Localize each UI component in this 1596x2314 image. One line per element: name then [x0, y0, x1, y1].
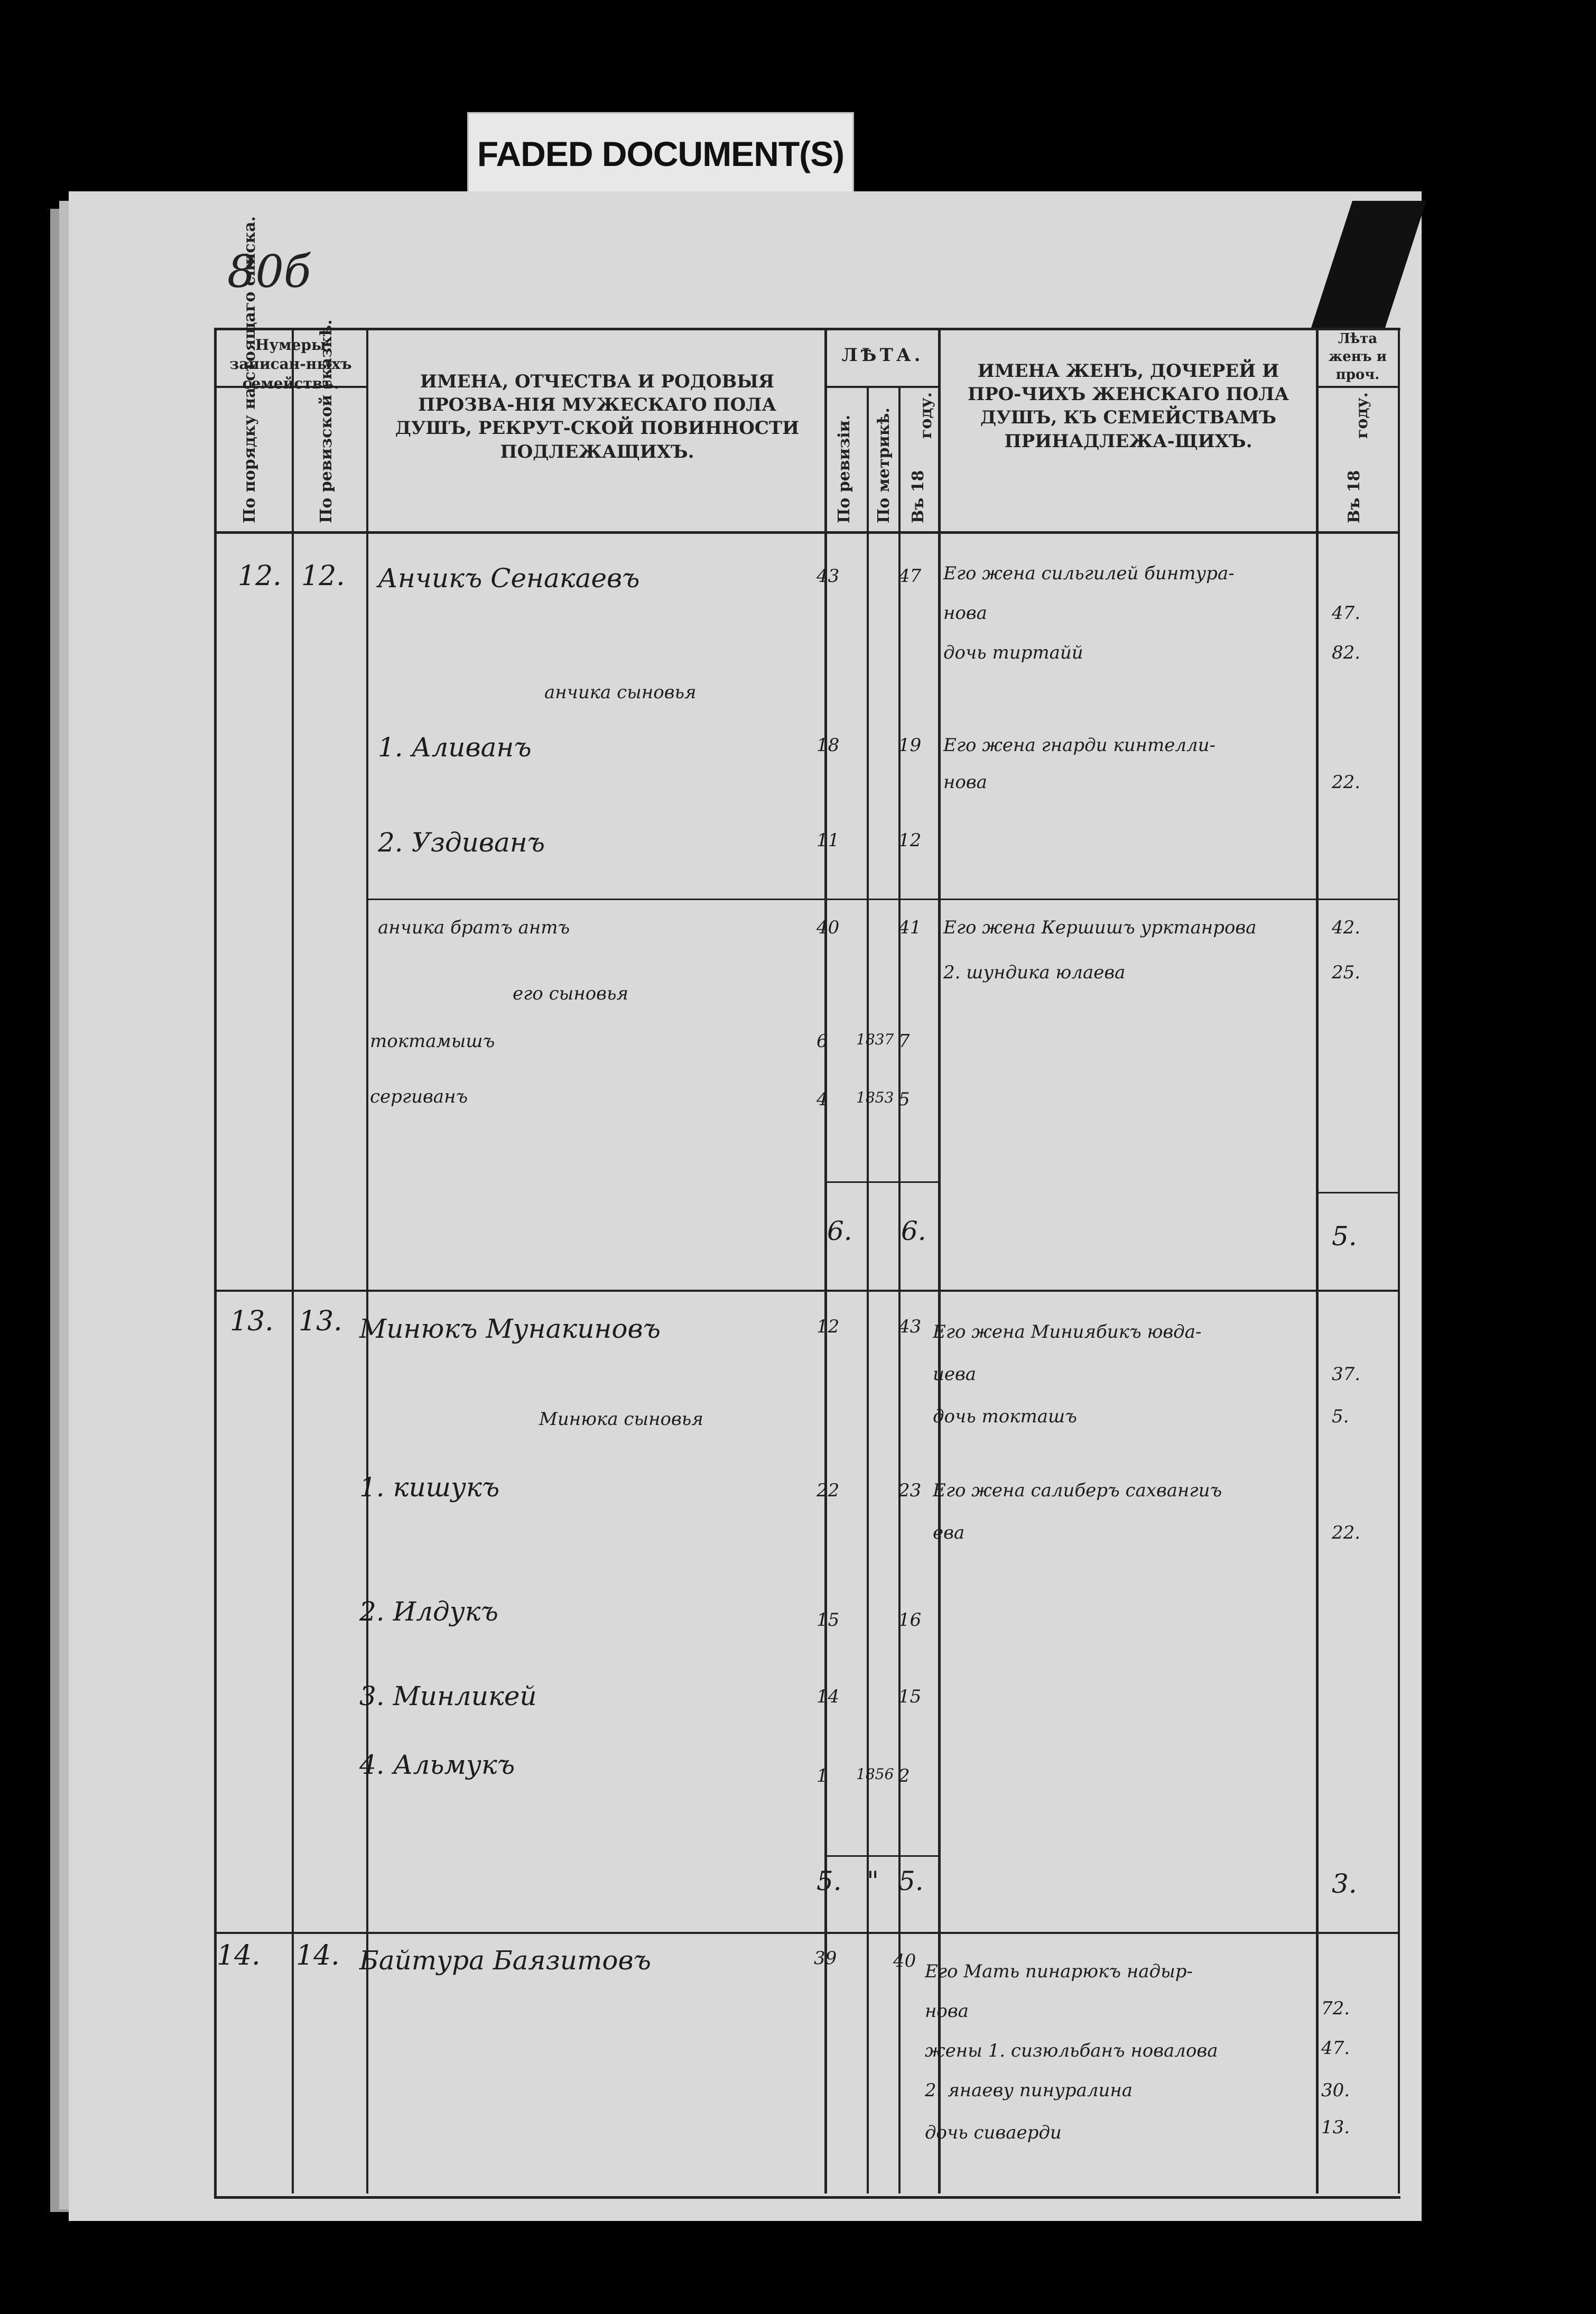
age-now: 15 — [898, 1686, 922, 1707]
family-number: 13. — [230, 1306, 274, 1337]
age-now: 19 — [898, 735, 922, 756]
daughter-name: дочь сиваерди — [925, 2122, 1062, 2143]
register-table — [214, 328, 1400, 2199]
male-name: 1. Аливанъ — [378, 732, 532, 763]
daughter-name: 2. шундика юлаева — [943, 962, 1126, 983]
revision-number: 12. — [301, 560, 345, 592]
age-now: 47 — [898, 566, 922, 587]
female-name-cont: ева — [933, 1522, 965, 1543]
male-name: Минюкъ Мунакиновъ — [359, 1313, 661, 1344]
total-rule — [1316, 1192, 1398, 1193]
total-now: 6. — [901, 1216, 926, 1246]
header-by-current: По порядку на-стоящаго списка. — [240, 216, 259, 523]
female-age: 72. — [1321, 1998, 1350, 2019]
age-now: 41 — [898, 917, 922, 938]
age-revision: 4 — [816, 1089, 828, 1110]
col-divider — [1398, 328, 1400, 2193]
age-revision: 22 — [816, 1480, 840, 1501]
male-name: 2. Илдукъ — [359, 1596, 498, 1627]
header-years: ЛѢТА. — [841, 345, 924, 366]
total-now: 5. — [898, 1866, 924, 1896]
header-by-metric: По метрикѣ. — [875, 408, 893, 523]
sons-label: его сыновья — [513, 983, 628, 1004]
sons-label: анчика сыновья — [544, 682, 697, 703]
daughter-age: 25. — [1332, 962, 1361, 983]
row-rule — [368, 899, 1398, 900]
col-divider — [366, 328, 368, 2193]
header-female-years: Лѣта женъ и проч. — [1328, 331, 1387, 383]
female-name-cont: иева — [933, 1364, 977, 1385]
header-family-numbers: Нумеры записан-ныхъ семействъ. — [229, 336, 352, 392]
faded-document-banner: FADED DOCUMENT(S) — [467, 112, 854, 196]
daughter-age: 13. — [1321, 2117, 1350, 2138]
header-f-in-18: Въ 18 — [1345, 470, 1363, 523]
folio-number: 80б — [227, 246, 311, 298]
wives-name: жены 1. сизюльбанъ новалова — [925, 2040, 1218, 2061]
female-age: 22. — [1332, 772, 1361, 793]
col-divider — [938, 328, 941, 2193]
col-divider — [824, 328, 827, 2193]
age-revision: 12 — [816, 1316, 840, 1337]
female-age: 42. — [1332, 917, 1361, 938]
wife-2-name: 2. янаеву пинуралина — [925, 2080, 1133, 2101]
female-name: Его жена Кершишъ урктанрова — [943, 917, 1257, 938]
table-top-rule — [214, 328, 1398, 330]
male-name: Байтура Баязитовъ — [359, 1945, 651, 1976]
female-name: Его Мать пинарюкъ надыр- — [925, 1961, 1193, 1982]
total-rule — [824, 1855, 941, 1857]
wife-2-age: 30. — [1321, 2080, 1350, 2101]
revision-number: 14. — [296, 1940, 340, 1971]
header-by-revision-age: По ревизіи. — [835, 414, 853, 523]
sons-label: Минюка сыновья — [539, 1409, 703, 1430]
age-now: 5 — [898, 1089, 910, 1110]
age-now: 23 — [898, 1480, 922, 1501]
header-female-names: ИМЕНА ЖЕНЪ, ДОЧЕРЕЙ И ПРО-ЧИХЪ ЖЕНСКАГО ПОЛА ДУШЪ, КЪ СЕМЕЙСТВАМЪ ПРИНАДЛЕЖА-ЩИХЪ. — [967, 360, 1289, 452]
age-revision: 1 — [816, 1765, 828, 1787]
male-name: 2. Уздиванъ — [378, 827, 545, 858]
male-name: 4. Альмукъ — [359, 1750, 515, 1780]
age-revision: 43 — [816, 566, 840, 587]
header-f-year-word: году. — [1353, 392, 1371, 439]
female-name-cont: нова — [943, 772, 987, 793]
header-in-18: Въ 18 — [909, 470, 927, 523]
header-by-revision: По ревизской сказкѣ. — [317, 319, 336, 523]
col-divider — [292, 328, 294, 2193]
family-rule — [214, 1290, 1398, 1292]
family-number: 14. — [217, 1940, 261, 1971]
age-revision: 40 — [816, 917, 840, 938]
age-revision: 39 — [814, 1948, 837, 1969]
daughter-age: 5. — [1332, 1406, 1349, 1427]
age-metric: 1837 — [856, 1031, 894, 1048]
male-name: анчика братъ антъ — [378, 917, 570, 938]
female-name-cont: нова — [943, 603, 987, 624]
family-number: 12. — [238, 560, 282, 592]
female-age: 47. — [1332, 603, 1361, 624]
age-revision: 11 — [816, 830, 840, 851]
header-sub-rule — [1316, 386, 1398, 388]
age-now: 12 — [898, 830, 922, 851]
revision-number: 13. — [299, 1306, 342, 1337]
age-revision: 15 — [816, 1609, 840, 1631]
age-revision: 6 — [816, 1031, 828, 1052]
female-name-cont: нова — [925, 2001, 969, 2022]
age-revision: 14 — [816, 1686, 840, 1707]
total-metric: " — [867, 1866, 879, 1896]
daughter-name: дочь тиртайй — [943, 642, 1083, 663]
daughter-name: дочь токташъ — [933, 1406, 1077, 1427]
col-divider — [1316, 328, 1319, 2193]
male-name: 1. кишукъ — [359, 1472, 500, 1503]
age-metric: 1856 — [856, 1765, 894, 1783]
female-age: 22. — [1332, 1522, 1361, 1543]
total-revision: 6. — [827, 1216, 852, 1246]
total-female: 5. — [1332, 1221, 1357, 1252]
age-now: 7 — [898, 1031, 910, 1052]
age-now: 43 — [898, 1316, 922, 1337]
daughter-age: 82. — [1332, 642, 1361, 663]
female-name: Его жена гнарди кинтелли- — [943, 735, 1216, 756]
male-name: Анчикъ Сенакаевъ — [378, 563, 640, 594]
female-name: Его жена Миниябикъ ювда- — [933, 1321, 1202, 1343]
female-name: Его жена сильгилей бинтура- — [943, 563, 1235, 584]
header-sub-rule — [824, 386, 941, 388]
female-name: Его жена салиберъ сахвангиъ — [933, 1480, 1222, 1501]
header-bottom-rule — [214, 531, 1398, 534]
age-metric: 1853 — [856, 1089, 894, 1106]
header-male-names: ИМЕНА, ОТЧЕСТВА И РОДОВЫЯ ПРОЗВА-НІЯ МУЖЕСКАГО ПОЛА ДУШЪ, РЕКРУТ-СКОЙ ПОВИННОСТИ ПОДЛЕЖАЩИХЪ. — [395, 371, 800, 462]
age-now: 16 — [898, 1609, 922, 1631]
male-name: сергиванъ — [370, 1086, 468, 1107]
total-revision: 5. — [816, 1866, 842, 1896]
wife-1-age: 47. — [1321, 2038, 1350, 2059]
male-name: токтамышъ — [370, 1031, 495, 1052]
female-age: 37. — [1332, 1364, 1361, 1385]
age-now: 40 — [893, 1950, 916, 1971]
total-female: 3. — [1332, 1868, 1357, 1899]
male-name: 3. Минликей — [359, 1681, 537, 1711]
header-year-word: году. — [917, 392, 935, 439]
family-rule — [214, 1932, 1398, 1934]
age-now: 2 — [898, 1765, 910, 1787]
age-revision: 18 — [816, 735, 840, 756]
total-rule — [824, 1181, 941, 1183]
